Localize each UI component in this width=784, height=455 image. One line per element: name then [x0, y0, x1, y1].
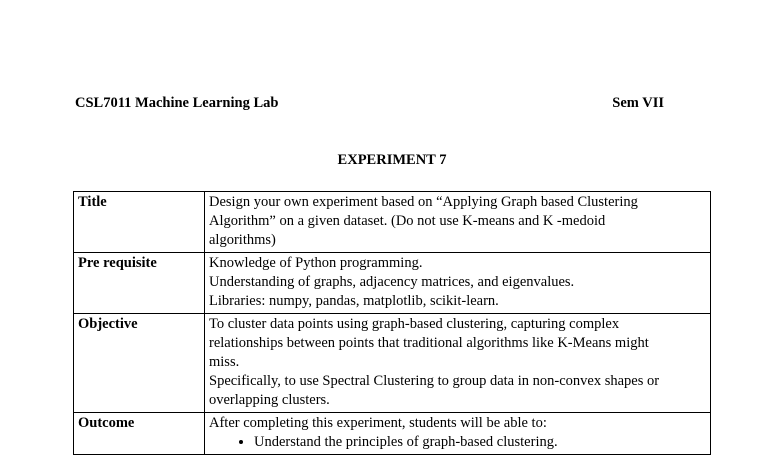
table-row-outcome [74, 413, 711, 455]
row-label-prerequisite: Pre requisite [74, 253, 205, 314]
experiment-table [73, 191, 711, 455]
text-line: Understanding of graphs, adjacency matrices, and eigenvalues. [209, 274, 575, 290]
row-content-title [205, 192, 711, 253]
row-label-outcome: Outcome [74, 413, 205, 455]
text-line: Libraries: numpy, pandas, matplotlib, scikit-learn. [209, 293, 499, 309]
text-line: Algorithm” on a given dataset. (Do not use K-means and K -medoid [209, 213, 606, 229]
row-label-title: Title [74, 192, 205, 253]
text-line: overlapping clusters. [209, 392, 330, 408]
experiment-title: EXPERIMENT 7 [337, 152, 447, 168]
row-content-outcome [205, 413, 711, 455]
row-content-objective [205, 314, 711, 413]
outcome-list [209, 433, 706, 452]
table-row-title [74, 192, 711, 253]
text-line: Design your own experiment based on “Applying Graph based Clustering [209, 194, 638, 210]
text-line: relationships between points that traditional algorithms like K-Means might [209, 335, 649, 351]
text-line: Specifically, to use Spectral Clustering to group data in non-convex shapes or [209, 373, 660, 389]
list-item: • Understand the principles of graph-based clustering. [254, 433, 706, 452]
table-row-objective [74, 314, 711, 413]
row-content-prerequisite [205, 253, 711, 314]
course-name: CSL7011 Machine Learning Lab [75, 95, 279, 111]
text-line: Knowledge of Python programming. [209, 255, 423, 271]
row-label-objective: Objective [74, 314, 205, 413]
text-line: miss. [209, 354, 240, 370]
semester-label: Sem VII [612, 95, 664, 111]
text-line: After completing this experiment, students will be able to: [209, 415, 547, 431]
page-header [75, 95, 664, 112]
text-line: algorithms) [209, 232, 276, 248]
table-row-prerequisite [74, 253, 711, 314]
text-line: To cluster data points using graph-based clustering, capturing complex [209, 316, 620, 332]
